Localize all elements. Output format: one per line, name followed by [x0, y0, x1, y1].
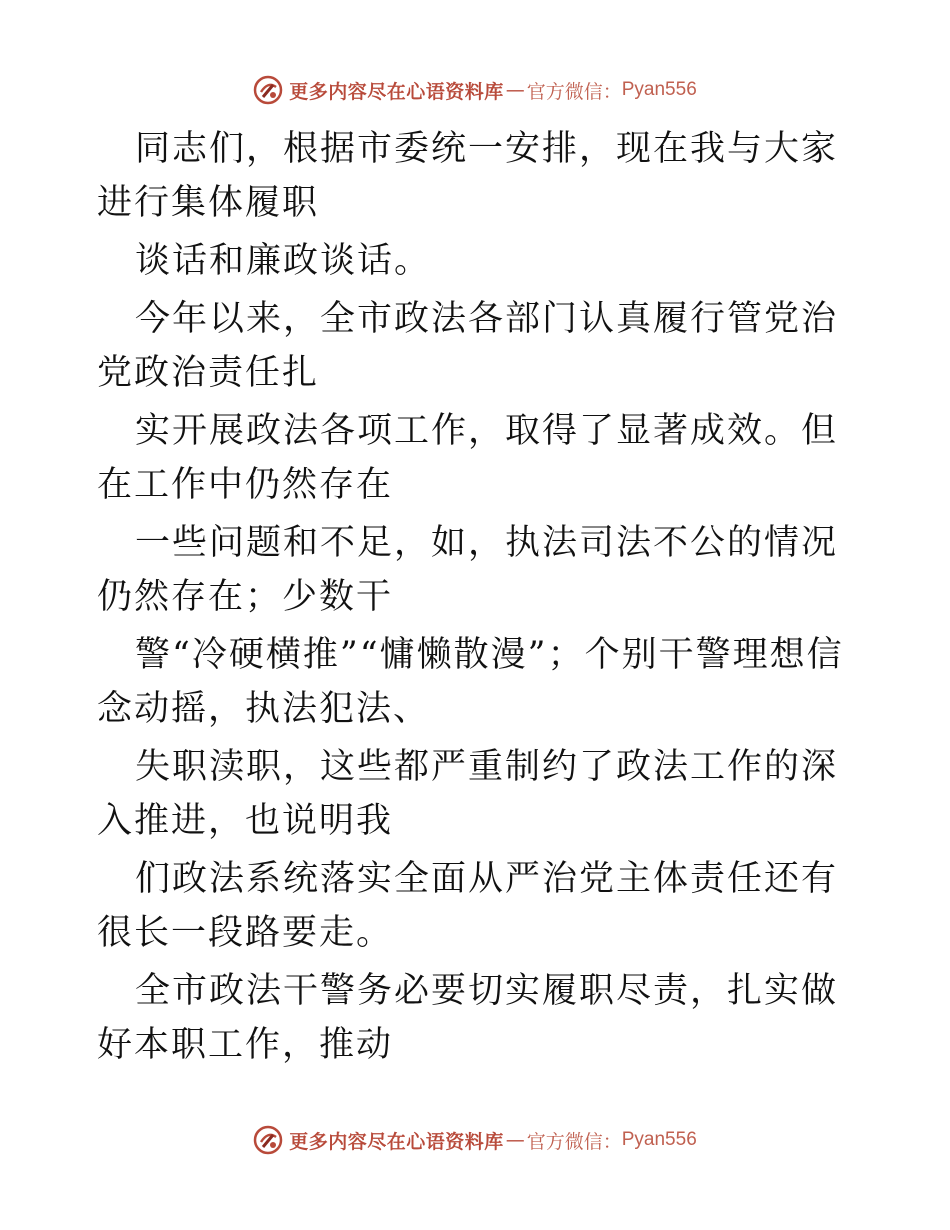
paragraph: 们政法系统落实全面从严治党主体责任还有很长一段路要走。 [97, 859, 839, 953]
banner-wechat-id: Pyan556 [621, 79, 697, 100]
paragraph: 实开展政法各项工作，取得了显著成效。但在工作中仍然存在 [97, 411, 839, 505]
banner-text: 更多内容尽在心语资料库 [289, 1130, 504, 1153]
banner-text: 更多内容尽在心语资料库 [289, 80, 504, 103]
paragraph: 今年以来，全市政法各部门认真履行管党治党政治责任扎 [97, 299, 839, 393]
banner-separator: — [505, 79, 525, 101]
paragraph: 同志们，根据市委统一安排，现在我与大家进行集体履职 [97, 129, 839, 223]
paragraph: 警“冷硬横推”“慵懒散漫”；个别干警理想信念动摇，执法犯法、 [97, 635, 844, 729]
footer-banner [0, 1120, 950, 1160]
banner-wechat-label: 官方微信： [526, 80, 622, 103]
paragraph: 一些问题和不足，如，执法司法不公的情况仍然存在；少数干 [97, 523, 839, 617]
banner-separator: — [505, 1129, 525, 1151]
paragraph: 失职渎职，这些都严重制约了政法工作的深入推进，也说明我 [97, 747, 839, 841]
paragraph: 谈话和廉政谈话。 [135, 241, 432, 281]
document-body [97, 122, 857, 1076]
paragraph: 全市政法干警务必要切实履职尽责，扎实做好本职工作，推动 [97, 971, 839, 1065]
logo-icon [253, 75, 283, 105]
logo-icon [253, 1125, 283, 1155]
banner-wechat-id: Pyan556 [621, 1129, 697, 1150]
header-banner [0, 70, 950, 110]
banner-wechat-label: 官方微信： [526, 1130, 622, 1153]
